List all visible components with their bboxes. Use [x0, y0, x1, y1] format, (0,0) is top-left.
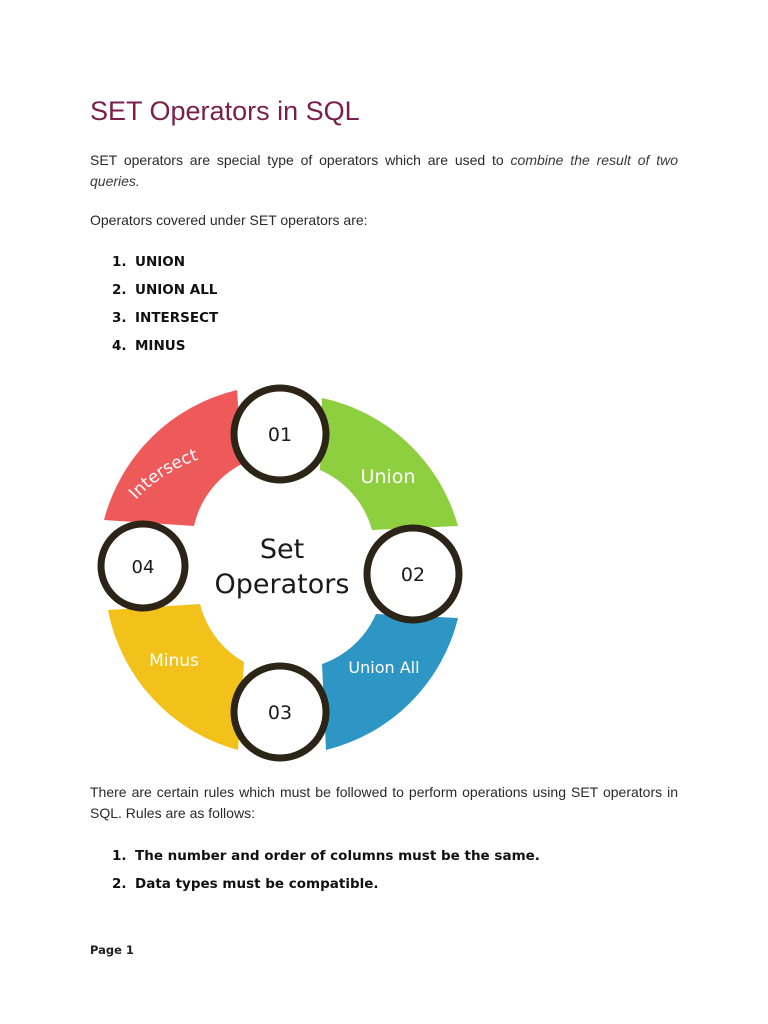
- badge-02-label: 02: [400, 564, 426, 586]
- set-operators-diagram: [90, 378, 480, 762]
- list-number: 1.: [112, 254, 127, 270]
- operator-label: UNION: [135, 254, 186, 270]
- intro-paragraph: [90, 150, 678, 192]
- union-all-label: Union All: [348, 658, 420, 677]
- list-item: [90, 874, 540, 902]
- union-all-segment: [322, 614, 458, 750]
- list-item: [90, 252, 218, 280]
- badge-04: [101, 524, 185, 608]
- diagram-svg: [90, 378, 480, 762]
- center-title-line2: Operators: [214, 569, 350, 600]
- list-number: 2.: [112, 876, 127, 892]
- list-item: [90, 846, 540, 874]
- minus-label: Minus: [149, 651, 199, 671]
- list-item: [90, 308, 218, 336]
- list-item: [90, 336, 218, 364]
- badge-04-label: 04: [131, 557, 155, 578]
- minus-segment: [108, 604, 244, 750]
- intro-emphasis: combine the result of two queries.: [90, 152, 678, 189]
- intro-text: SET operators are special type of operators which are used to: [90, 152, 511, 168]
- list-number: 3.: [112, 310, 127, 326]
- intersect-label-path: Intersect: [125, 445, 201, 504]
- list-number: 2.: [112, 282, 127, 298]
- union-segment: [320, 398, 458, 530]
- rules-paragraph: There are certain rules which must be followed to perform operations using SET operators in SQL. Rules are as follows:: [90, 784, 678, 821]
- page-title: SET Operators in SQL: [90, 96, 360, 126]
- badge-03: [234, 666, 326, 758]
- operator-label: UNION ALL: [135, 282, 218, 298]
- operators-list: [90, 252, 218, 364]
- rule-label: The number and order of columns must be the same.: [135, 848, 540, 864]
- operator-label: INTERSECT: [135, 310, 219, 326]
- badge-03-label: 03: [267, 702, 293, 724]
- rule-label: Data types must be compatible.: [135, 876, 379, 892]
- operator-label: MINUS: [135, 338, 186, 354]
- covered-paragraph: Operators covered under SET operators are:: [90, 212, 368, 228]
- union-label: Union: [360, 466, 416, 488]
- page-footer: Page 1: [90, 943, 134, 957]
- list-item: [90, 280, 218, 308]
- badge-01-label: 01: [267, 424, 293, 446]
- list-number: 1.: [112, 848, 127, 864]
- badge-02: [367, 528, 459, 620]
- center-title-line1: Set: [259, 534, 305, 565]
- list-number: 4.: [112, 338, 127, 354]
- rules-list: [90, 846, 540, 902]
- badge-01: [234, 388, 326, 480]
